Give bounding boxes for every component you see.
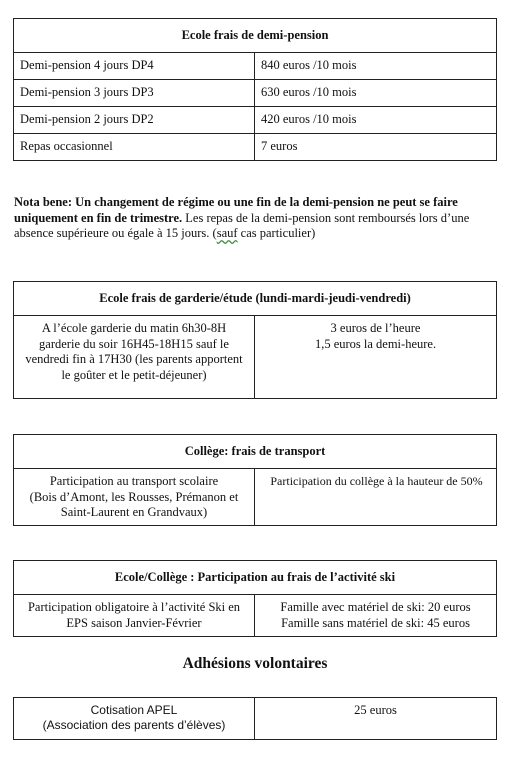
- apel-line: Cotisation APEL: [90, 703, 178, 717]
- apel-price-cell: 25 euros: [255, 698, 497, 740]
- adhesions-heading: Adhésions volontaires: [182, 655, 328, 672]
- row-value: 840 euros /10 mois: [255, 53, 497, 80]
- apel-table: [13, 697, 497, 740]
- ski-price-line: Famille avec matériel de ski: 20 euros: [280, 600, 471, 614]
- nota-bene-paragraph: [14, 195, 500, 242]
- transport-description-cell: [14, 469, 255, 526]
- garderie-price-cell: [255, 316, 497, 399]
- ski-title: Ecole/Collège : Participation au frais de l’activité ski: [14, 561, 497, 595]
- ski-line: Participation obligatoire à l’activité Ski en: [27, 600, 241, 614]
- ski-description-cell: [14, 595, 255, 637]
- garderie-line: garderie du soir 16H45-18H15 sauf le: [39, 336, 229, 351]
- garderie-price-line: 3 euros de l’heure: [330, 321, 421, 335]
- transport-title: Collège: frais de transport: [14, 435, 497, 469]
- apel-line: (Association des parents d’élèves): [42, 718, 226, 732]
- nota-bene-sauf: sauf: [216, 226, 238, 241]
- garderie-price-line: 1,5 euros la demi-heure.: [314, 336, 437, 351]
- transport-participation-cell: Participation du collège à la hauteur de 50%: [255, 469, 497, 526]
- garderie-line: le goûter et le petit-déjeuner): [61, 367, 207, 382]
- ski-price-line: Famille sans matériel de ski: 45 euros: [281, 615, 470, 630]
- transport-line: Saint-Laurent en Grandvaux): [60, 505, 208, 520]
- garderie-title: Ecole frais de garderie/étude (lundi-mardi-jeudi-vendredi): [14, 282, 497, 316]
- row-value: 420 euros /10 mois: [255, 107, 497, 134]
- row-label: Repas occasionnel: [14, 134, 255, 161]
- apel-cell: [14, 698, 255, 740]
- table-row: [14, 134, 497, 161]
- nota-bene-text: Les repas de la demi-pension sont remboursés lors d’une absence supérieure ou égale à 15 jours. (: [14, 210, 470, 241]
- transport-line: Participation au transport scolaire: [49, 474, 219, 488]
- garderie-hours-cell: [14, 316, 255, 399]
- row-value: 630 euros /10 mois: [255, 80, 497, 107]
- demi-pension-title: Ecole frais de demi-pension: [14, 19, 497, 53]
- transport-line: (Bois d’Amont, les Rousses, Prémanon et: [29, 489, 239, 504]
- nota-bene-bold: Nota bene: Un changement de régime ou une fin de la demi-pension ne peut se faire uniquement en fin de trimestre.: [14, 195, 458, 225]
- row-label: Demi-pension 2 jours DP2: [14, 107, 255, 134]
- garderie-line: A l’école garderie du matin 6h30-8H: [41, 321, 227, 335]
- table-row: [14, 107, 497, 134]
- garderie-table: [13, 281, 497, 399]
- nota-bene-end: cas particulier): [237, 226, 316, 241]
- transport-table: [13, 434, 497, 526]
- table-row: [14, 80, 497, 107]
- row-value: 7 euros: [255, 134, 497, 161]
- ski-line: EPS saison Janvier-Février: [66, 615, 202, 630]
- ski-table: [13, 560, 497, 637]
- demi-pension-table: [13, 18, 497, 161]
- table-row: [14, 53, 497, 80]
- ski-price-cell: [255, 595, 497, 637]
- garderie-line: vendredi fin à 17H30 (les parents apportent: [25, 352, 243, 367]
- row-label: Demi-pension 3 jours DP3: [14, 80, 255, 107]
- row-label: Demi-pension 4 jours DP4: [14, 53, 255, 80]
